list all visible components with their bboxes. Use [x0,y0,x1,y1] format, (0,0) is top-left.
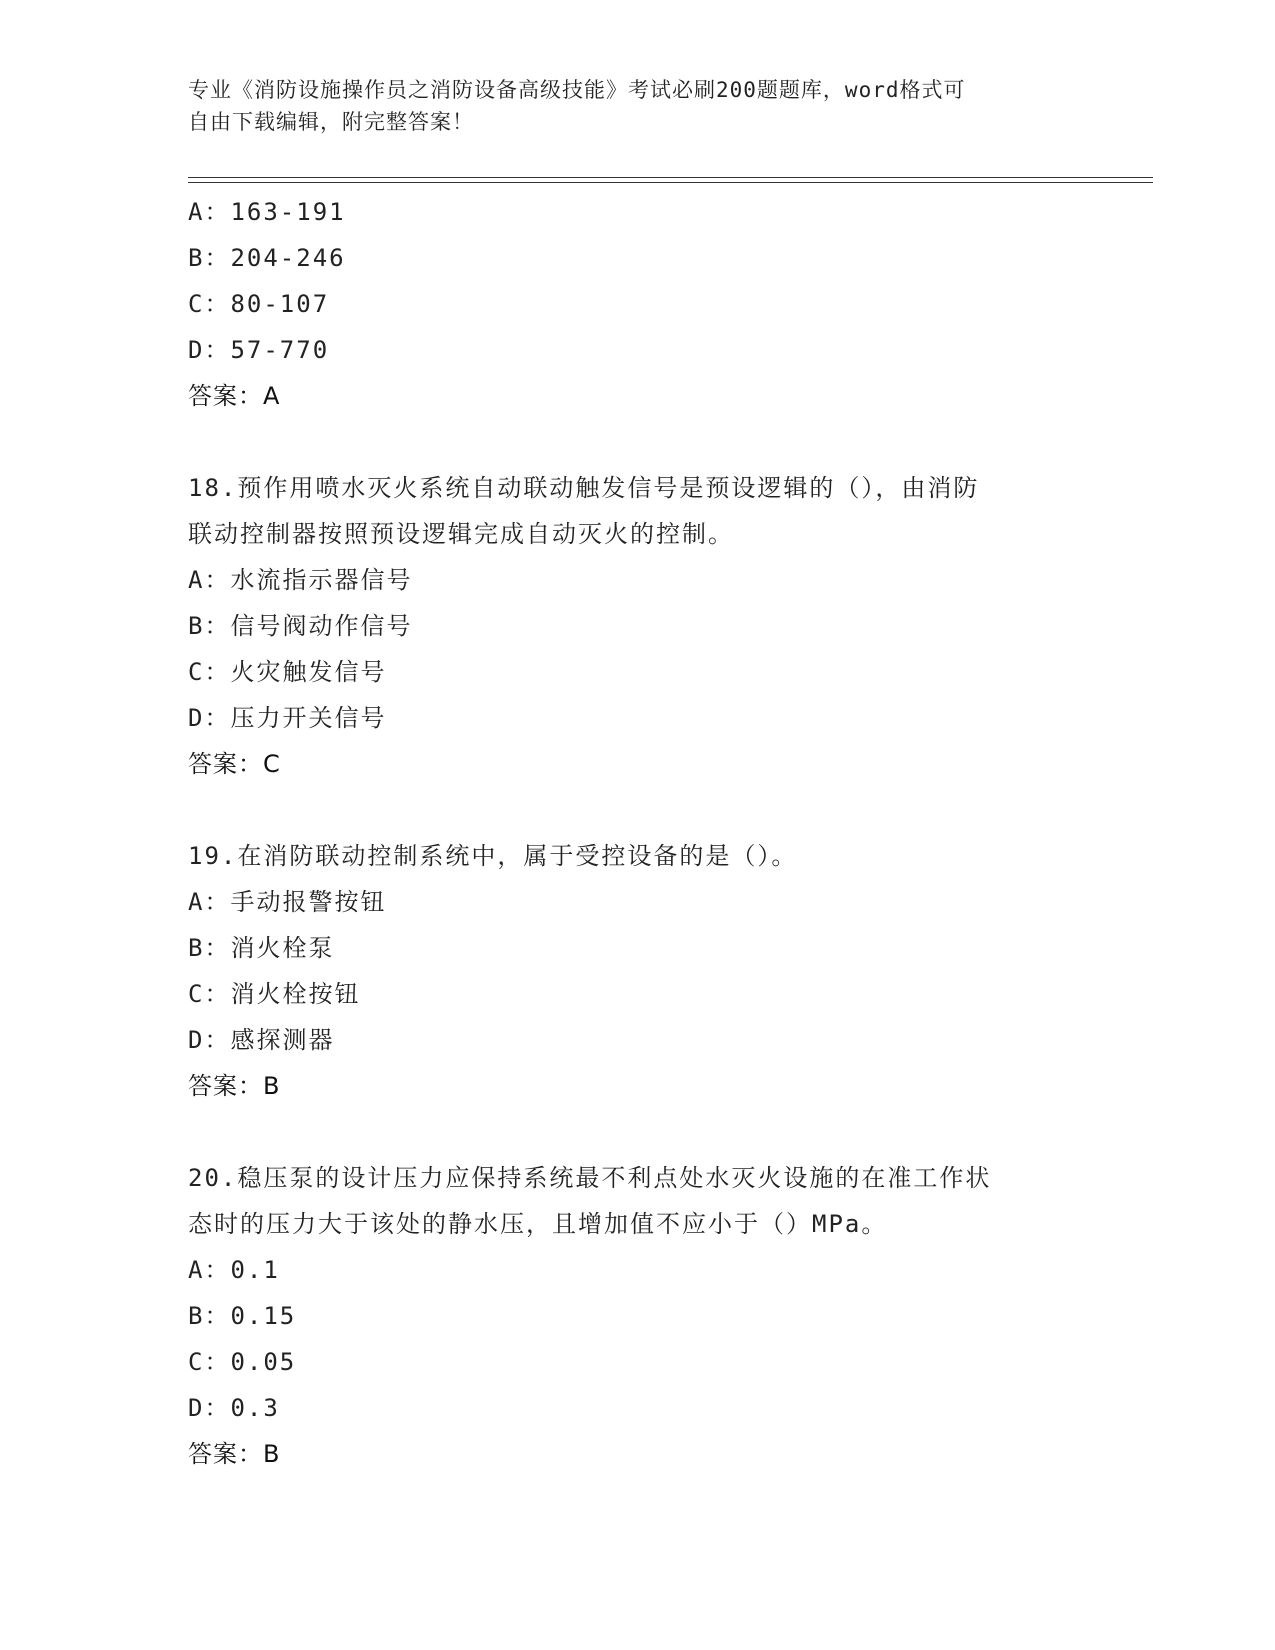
document-header [188,74,1088,138]
answer-line: 答案：A [188,382,281,410]
question-stem-line-2: 态时的压力大于该处的静水压，且增加值不应小于（）MPa。 [188,1210,888,1238]
option-a: A：手动报警按钮 [188,888,387,916]
question-17-continued [188,189,1088,419]
option-c: C：80-107 [188,290,330,318]
spacer [188,419,1088,465]
header-line-1: 专业《消防设施操作员之消防设备高级技能》考试必刷200题题库，word格式可 [188,78,966,102]
option-c: C：火灾触发信号 [188,658,387,686]
question-content [188,189,1088,1477]
option-a: A：水流指示器信号 [188,566,413,594]
question-stem-line-2: 联动控制器按照预设逻辑完成自动灭火的控制。 [188,520,734,548]
header-line-2: 自由下载编辑，附完整答案！ [188,110,474,134]
answer-line: 答案：B [188,1072,281,1100]
option-c: C：0.05 [188,1348,297,1376]
option-c: C：消火栓按钮 [188,980,361,1008]
question-18 [188,465,1088,787]
question-stem-line-1: 18.预作用喷水灭火系统自动联动触发信号是预设逻辑的（），由消防 [188,474,980,502]
option-b: B：消火栓泵 [188,934,335,962]
option-d: D：压力开关信号 [188,704,387,732]
question-stem-line-1: 19.在消防联动控制系统中，属于受控设备的是（）。 [188,842,798,870]
question-stem-line-1: 20.稳压泵的设计压力应保持系统最不利点处水灭火设施的在准工作状 [188,1164,992,1192]
option-a: A：0.1 [188,1256,280,1284]
header-divider-bottom [188,182,1153,183]
spacer [188,1109,1088,1155]
option-d: D：57-770 [188,336,330,364]
option-d: D：0.3 [188,1394,280,1422]
option-a: A：163-191 [188,198,346,226]
answer-line: 答案：C [188,750,281,778]
option-b: B：204-246 [188,244,346,272]
option-b: B：0.15 [188,1302,297,1330]
question-20 [188,1155,1088,1477]
answer-line: 答案：B [188,1440,281,1468]
header-divider-top [188,177,1153,178]
spacer [188,787,1088,833]
question-19 [188,833,1088,1109]
option-d: D：感探测器 [188,1026,335,1054]
option-b: B：信号阀动作信号 [188,612,413,640]
